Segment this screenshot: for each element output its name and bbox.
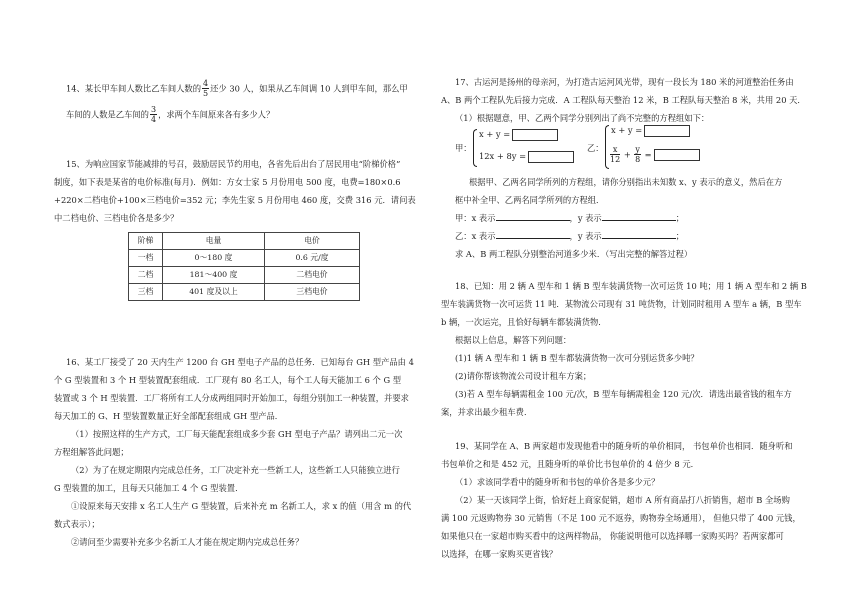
- q19-line: 书包单价之和是 452 元，且随身听的单价比书包单价的 4 倍少 8 元．: [441, 459, 699, 469]
- q18-line: b 辆，一次运完，且恰好每辆车都装满货物．: [441, 317, 607, 327]
- q16-line: ②请问至少需要补充多少名新工人才能在规定期内完成总任务？: [71, 537, 304, 547]
- q14-fraction-4-5: $\frac{4}{5}$: [203, 79, 209, 98]
- q15-line: 中二档电价、三档电价各是多少？: [54, 213, 179, 223]
- q17-line: 框中补全甲、乙两名同学所列的方程组．: [455, 195, 605, 205]
- tier-price-table: [128, 232, 360, 301]
- table-cell: 0～180 度: [163, 250, 265, 267]
- jia-answer-box-1[interactable]: [512, 129, 558, 141]
- q18-line: (3)若 A 型车每辆需租金 100 元/次，B 型车每辆需租金 120 元/次．请选出最省钱的租车方: [455, 389, 792, 399]
- q17-line: 根据甲、乙两名同学所列的方程组，请你分别指出未知数 x、y 表示的意义，然后在方: [469, 177, 783, 187]
- table-row: [129, 284, 360, 301]
- yi-equation-1: x + y =: [611, 124, 690, 137]
- q16-line: 数式表示）；: [54, 519, 100, 529]
- q19-line: 满 100 元返购物券 30 元销售（不足 100 元不返券，购物券全场通用）， 但他只带了 400 元钱，: [441, 513, 801, 523]
- q17-line: （1）根据题意，甲、乙两个同学分别列出了尚不完整的方程组如下：: [455, 113, 710, 123]
- q19-line: 以选择，在哪一家购买更省钱？: [441, 549, 558, 559]
- jia-x-blank[interactable]: [496, 220, 570, 221]
- yi-x-blank[interactable]: [496, 238, 570, 239]
- table-header-cell: 阶梯: [129, 233, 163, 250]
- q17-line: A、B 两个工程队先后接力完成．A 工程队每天整治 12 米，B 工程队每天整治 8 米，共用 20 天．: [441, 95, 806, 105]
- q16-line: 个 G 型装置和 3 个 H 型装置配套组成．工厂现有 80 名工人，每个工人每天能加工 6 个 G 型: [54, 375, 402, 385]
- jia-answer-box-2[interactable]: [528, 151, 574, 163]
- q18-line: 18、已知：用 2 辆 A 型车和 1 辆 B 型车装满货物一次可运货 10 吨；用 1 辆 A 型车和 2 辆 B: [455, 281, 807, 291]
- q14-line2: 车间的人数是乙车间的 $\frac{3}{4}$ ，求两个车间原来各有多少人？: [66, 105, 275, 124]
- q17-line: 17、古运河是扬州的母亲河，为打造古运河风光带，现有一段长为 180 米的河道整治任务由: [455, 77, 794, 87]
- table-header-cell: 电量: [163, 233, 265, 250]
- q16-line: 每天加工的 G、H 型装置数量正好全部配套组成 GH 型产品．: [54, 411, 284, 421]
- q18-line: 根据以上信息，解答下列问题：: [455, 335, 572, 345]
- q19-line: 如果他只在一家超市购买看中的这两样物品， 你能说明他可以选择哪一家购买吗？若两家都可: [441, 531, 784, 541]
- table-header-cell: 电价: [265, 233, 360, 250]
- yi-y-blank[interactable]: [602, 238, 676, 239]
- jia-brace: [473, 129, 477, 167]
- q16-line: 16、某工厂接受了 20 天内生产 1200 台 GH 型电子产品的总任务．已知每台 GH 型产品由 4: [66, 357, 414, 367]
- table-cell: 二档电价: [265, 267, 360, 284]
- table-cell: 401 度及以上: [163, 284, 265, 301]
- table-cell: 一档: [129, 250, 163, 267]
- table-cell: 三档: [129, 284, 163, 301]
- q16-line: （2）为了在规定期限内完成总任务，工厂决定补充一些新工人，这些新工人只能独立进行: [71, 465, 400, 475]
- table-cell: 二档: [129, 267, 163, 284]
- q18-line: (2)请你帮该物流公司设计租车方案；: [455, 371, 592, 381]
- table-cell: 181～400 度: [163, 267, 265, 284]
- yi-answer-box-1[interactable]: [644, 125, 690, 137]
- yi-equation-2: $\frac{x}{12}$ + $\frac{y}{8}$ =: [609, 146, 700, 164]
- jia-equation-1: x + y =: [479, 128, 558, 141]
- q18-line: 型车装满货物一次可运货 11 吨．某物流公司现有 31 吨货物，计划同时租用 A 型车 a 辆，B 型车: [441, 299, 802, 309]
- table-row: [129, 250, 360, 267]
- q19-line: （1）求该同学看中的随身听和书包的单价各是多少元？: [455, 477, 660, 487]
- q18-line: 案，并求出最少租车费．: [441, 407, 533, 417]
- yi-fraction-x-12: $\frac{x}{12}$: [610, 145, 621, 164]
- q19-line: （2）某一天该同学上街，恰好赶上商家促销，超市 A 所有商品打八折销售，超市 B 全场购: [455, 495, 790, 505]
- q16-line: （1）按照这样的生产方式，工厂每天能配套组成多少套 GH 型电子产品？请列出二元一次: [71, 429, 403, 439]
- yi-system-label: 乙：: [587, 143, 604, 153]
- q19-line: 19、某同学在 A、B 两家超市发现他看中的随身听的单价相同， 书包单价也相同．随身听和: [455, 441, 793, 451]
- q14-fraction-3-4: $\frac{3}{4}$: [150, 105, 157, 124]
- jia-system-label: 甲：: [455, 143, 472, 153]
- table-header-row: [129, 233, 360, 250]
- table-cell: 0.6 元/度: [265, 250, 360, 267]
- jia-meaning-line: 甲：x 表示 ，y 表示 ；: [455, 213, 685, 223]
- q16-line: G 型装置的加工，且每天只能加工 4 个 G 型装置．: [54, 483, 244, 493]
- table-cell: 三档电价: [265, 284, 360, 301]
- q17-final-line: 求 A、B 两工程队分别整治河道多少米．（写出完整的解答过程）: [455, 249, 693, 259]
- yi-answer-box-2[interactable]: [654, 149, 700, 161]
- jia-equation-2: 12x + 8y =: [479, 150, 574, 163]
- q16-line: ①设原来每天安排 x 名工人生产 G 型装置，后来补充 m 名新工人，求 x 的值（用含 m 的代: [71, 501, 412, 511]
- yi-fraction-y-8: $\frac{y}{8}$: [635, 145, 641, 164]
- table-row: [129, 267, 360, 284]
- q14-line1: 14、某长甲车间人数比乙车间人数的 $\frac{4}{5}$ 还少 30 人，如果从乙车间调 10 人到甲车间，那么甲: [66, 79, 408, 98]
- q16-line: 方程组解答此问题；: [54, 447, 129, 457]
- q15-line: 制度，如下表是某省的电价标准(每月)．例如：方女士家 5 月份用电 500 度，电费=180×0.6: [54, 177, 401, 187]
- q16-line: 装置或 3 个 H 型装置．工厂将所有工人分成两组同时开始加工，每组分别加工一种装置，并要求: [54, 393, 409, 403]
- jia-y-blank[interactable]: [602, 220, 676, 221]
- q15-line: 15、为响应国家节能减排的号召，鼓励居民节约用电，各省先后出台了居民用电“阶梯价格”: [66, 159, 401, 169]
- yi-meaning-line: 乙：x 表示 ，y 表示 ；: [455, 231, 685, 241]
- q15-line: +220×二档电价+100×三档电价=352 元；李先生家 5 月份用电 460 度，交费 316 元．请问表: [54, 195, 416, 205]
- q18-line: (1)1 辆 A 型车和 1 辆 B 型车都装满货物一次可分别运货多少吨？: [455, 353, 699, 363]
